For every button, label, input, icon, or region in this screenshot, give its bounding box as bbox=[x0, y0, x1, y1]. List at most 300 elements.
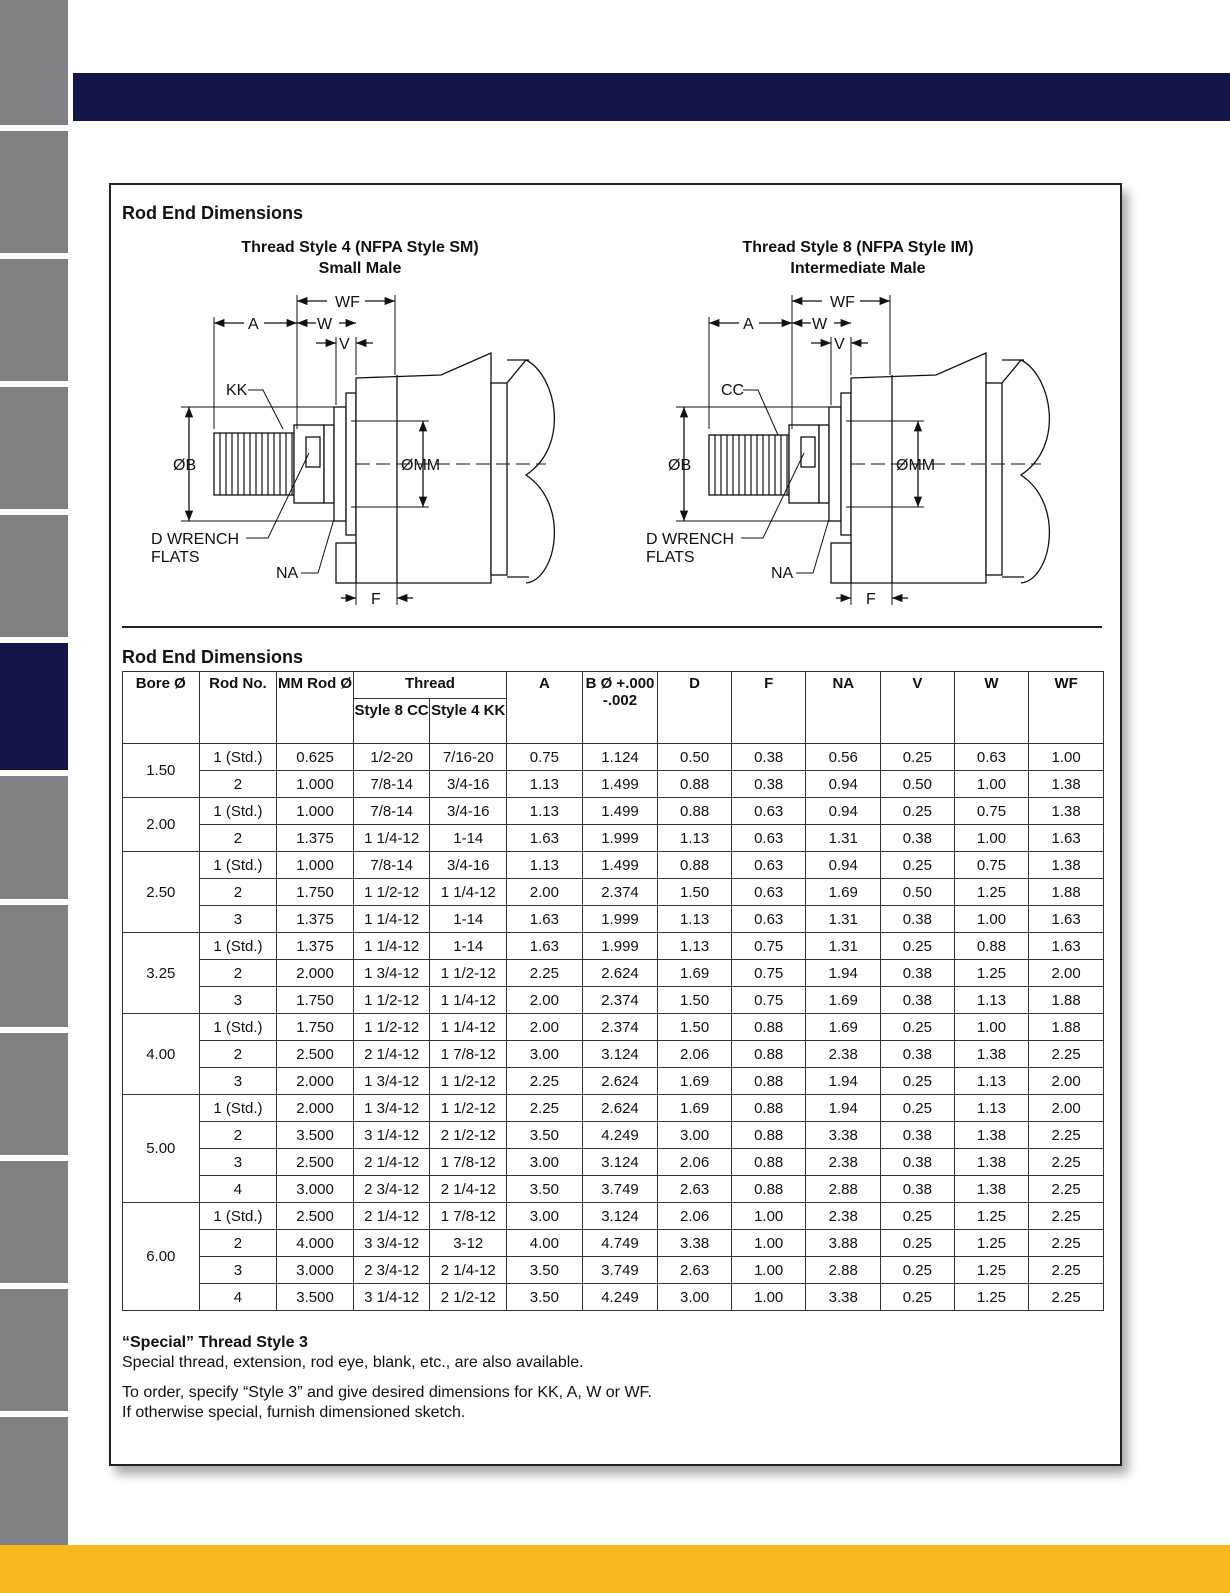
cell-f: 0.75 bbox=[731, 987, 806, 1014]
cell-mm: 1.000 bbox=[277, 798, 354, 825]
notes-line-1: Special thread, extension, rod eye, blank, etc., are also available. bbox=[122, 1354, 584, 1371]
cell-v: 0.38 bbox=[881, 1041, 955, 1068]
table-row bbox=[123, 771, 1104, 798]
cell-kk: 2 1/2-12 bbox=[430, 1122, 507, 1149]
cell-v: 0.38 bbox=[881, 1122, 955, 1149]
table-row bbox=[123, 879, 1104, 906]
cell-wf: 1.88 bbox=[1029, 987, 1104, 1014]
table-row bbox=[123, 1041, 1104, 1068]
left-label-bore: ØB bbox=[173, 457, 197, 474]
cell-na: 2.88 bbox=[806, 1176, 881, 1203]
table-row bbox=[123, 825, 1104, 852]
cell-a: 2.00 bbox=[507, 1014, 583, 1041]
right-label-flats: FLATS bbox=[646, 549, 695, 566]
cell-na: 1.31 bbox=[806, 906, 881, 933]
cell-b: 2.624 bbox=[582, 1095, 658, 1122]
cell-b: 1.124 bbox=[582, 744, 658, 771]
col-thread: Thread bbox=[353, 672, 506, 699]
side-tab-3[interactable] bbox=[0, 259, 68, 381]
cell-a: 2.25 bbox=[507, 1068, 583, 1095]
cell-a: 1.63 bbox=[507, 906, 583, 933]
table-row bbox=[123, 1230, 1104, 1257]
right-label-w: W bbox=[812, 316, 828, 333]
cell-kk: 1 1/4-12 bbox=[430, 879, 507, 906]
cell-cc: 1/2-20 bbox=[353, 744, 430, 771]
cell-rod: 3 bbox=[199, 906, 277, 933]
cell-na: 0.94 bbox=[806, 852, 881, 879]
cell-v: 0.25 bbox=[881, 798, 955, 825]
cell-f: 0.88 bbox=[731, 1041, 806, 1068]
cell-na: 0.94 bbox=[806, 771, 881, 798]
cell-a: 4.00 bbox=[507, 1230, 583, 1257]
cell-kk: 1 1/2-12 bbox=[430, 1095, 507, 1122]
cell-kk: 2 1/4-12 bbox=[430, 1257, 507, 1284]
cell-na: 1.69 bbox=[806, 987, 881, 1014]
cell-cc: 3 1/4-12 bbox=[353, 1122, 430, 1149]
cell-rod: 2 bbox=[199, 771, 277, 798]
cell-cc: 3 3/4-12 bbox=[353, 1230, 430, 1257]
cell-kk: 1 1/2-12 bbox=[430, 1068, 507, 1095]
cell-cc: 1 1/4-12 bbox=[353, 906, 430, 933]
side-tab-12[interactable] bbox=[0, 1417, 68, 1545]
cell-b: 1.499 bbox=[582, 798, 658, 825]
cell-v: 0.38 bbox=[881, 825, 955, 852]
cell-rod: 2 bbox=[199, 1230, 277, 1257]
cell-kk: 3/4-16 bbox=[430, 798, 507, 825]
col-w: W bbox=[954, 672, 1029, 744]
cell-b: 4.249 bbox=[582, 1122, 658, 1149]
left-label-wrench: D WRENCH bbox=[151, 531, 239, 548]
side-tab-1[interactable] bbox=[0, 0, 68, 125]
side-tab-strip bbox=[0, 0, 68, 1593]
footer-bar bbox=[0, 1545, 1230, 1593]
cell-w: 1.25 bbox=[954, 879, 1029, 906]
cell-kk: 1 1/4-12 bbox=[430, 1014, 507, 1041]
cell-na: 1.94 bbox=[806, 960, 881, 987]
right-label-v: V bbox=[834, 336, 845, 353]
cell-w: 1.38 bbox=[954, 1149, 1029, 1176]
cell-a: 1.13 bbox=[507, 771, 583, 798]
cell-mm: 2.500 bbox=[277, 1203, 354, 1230]
col-a: A bbox=[507, 672, 583, 744]
cell-kk: 1 7/8-12 bbox=[430, 1203, 507, 1230]
cell-rod: 1 (Std.) bbox=[199, 933, 277, 960]
right-label-a: A bbox=[743, 316, 754, 333]
side-tab-11[interactable] bbox=[0, 1289, 68, 1411]
cell-a: 2.00 bbox=[507, 879, 583, 906]
left-label-mm: ØMM bbox=[401, 457, 441, 474]
table-row bbox=[123, 1068, 1104, 1095]
cell-wf: 1.00 bbox=[1029, 744, 1104, 771]
cell-b: 2.374 bbox=[582, 987, 658, 1014]
cell-kk: 3/4-16 bbox=[430, 771, 507, 798]
cell-na: 1.69 bbox=[806, 879, 881, 906]
cell-wf: 2.00 bbox=[1029, 1068, 1104, 1095]
cell-b: 2.374 bbox=[582, 1014, 658, 1041]
cell-w: 1.25 bbox=[954, 1284, 1029, 1311]
right-diagram-subtitle: Intermediate Male bbox=[790, 260, 926, 277]
right-label-bore: ØB bbox=[668, 457, 692, 474]
cell-f: 0.38 bbox=[731, 771, 806, 798]
cell-mm: 3.000 bbox=[277, 1257, 354, 1284]
cell-rod: 3 bbox=[199, 1257, 277, 1284]
cell-rod: 4 bbox=[199, 1176, 277, 1203]
side-tab-5[interactable] bbox=[0, 515, 68, 637]
right-diagram bbox=[676, 295, 1049, 605]
cell-w: 0.63 bbox=[954, 744, 1029, 771]
cell-v: 0.25 bbox=[881, 852, 955, 879]
cell-f: 0.88 bbox=[731, 1149, 806, 1176]
table-row bbox=[123, 960, 1104, 987]
cell-b: 1.999 bbox=[582, 825, 658, 852]
cell-mm: 1.750 bbox=[277, 879, 354, 906]
cell-f: 1.00 bbox=[731, 1230, 806, 1257]
cell-rod: 2 bbox=[199, 825, 277, 852]
cell-rod: 1 (Std.) bbox=[199, 1014, 277, 1041]
cell-v: 0.38 bbox=[881, 987, 955, 1014]
col-mm: MM Rod Ø bbox=[277, 672, 354, 744]
special-thread-notes bbox=[122, 1333, 652, 1423]
col-style4-kk: Style 4 KK bbox=[430, 699, 507, 744]
cell-a: 3.00 bbox=[507, 1149, 583, 1176]
bore-cell: 2.50 bbox=[123, 852, 200, 933]
cell-f: 0.63 bbox=[731, 879, 806, 906]
cell-d: 3.00 bbox=[658, 1284, 732, 1311]
cell-d: 2.06 bbox=[658, 1149, 732, 1176]
cell-d: 1.13 bbox=[658, 825, 732, 852]
cell-mm: 1.375 bbox=[277, 933, 354, 960]
cell-w: 1.13 bbox=[954, 1068, 1029, 1095]
cell-a: 1.13 bbox=[507, 852, 583, 879]
cell-mm: 1.375 bbox=[277, 906, 354, 933]
left-label-flats: FLATS bbox=[151, 549, 200, 566]
cell-rod: 1 (Std.) bbox=[199, 1203, 277, 1230]
cell-cc: 7/8-14 bbox=[353, 852, 430, 879]
cell-v: 0.50 bbox=[881, 771, 955, 798]
cell-rod: 3 bbox=[199, 1068, 277, 1095]
cell-d: 1.50 bbox=[658, 1014, 732, 1041]
cell-rod: 1 (Std.) bbox=[199, 852, 277, 879]
cell-cc: 1 3/4-12 bbox=[353, 1068, 430, 1095]
cell-mm: 3.500 bbox=[277, 1284, 354, 1311]
left-label-v: V bbox=[339, 336, 350, 353]
cell-w: 1.38 bbox=[954, 1176, 1029, 1203]
table-row bbox=[123, 1095, 1104, 1122]
side-tab-2[interactable] bbox=[0, 131, 68, 253]
cell-a: 3.00 bbox=[507, 1041, 583, 1068]
notes-title: “Special” Thread Style 3 bbox=[122, 1334, 308, 1351]
cell-kk: 2 1/4-12 bbox=[430, 1176, 507, 1203]
cell-v: 0.38 bbox=[881, 960, 955, 987]
cell-f: 0.63 bbox=[731, 852, 806, 879]
cell-na: 2.88 bbox=[806, 1257, 881, 1284]
cell-wf: 2.25 bbox=[1029, 1122, 1104, 1149]
cell-v: 0.25 bbox=[881, 1095, 955, 1122]
rod-end-panel bbox=[109, 183, 1122, 1466]
cell-kk: 3-12 bbox=[430, 1230, 507, 1257]
cell-cc: 7/8-14 bbox=[353, 798, 430, 825]
cell-w: 1.25 bbox=[954, 1257, 1029, 1284]
cell-w: 1.00 bbox=[954, 906, 1029, 933]
cell-cc: 1 1/4-12 bbox=[353, 933, 430, 960]
cell-d: 0.88 bbox=[658, 771, 732, 798]
cell-a: 2.00 bbox=[507, 987, 583, 1014]
cell-a: 2.25 bbox=[507, 1095, 583, 1122]
cell-cc: 1 1/2-12 bbox=[353, 1014, 430, 1041]
col-wf: WF bbox=[1029, 672, 1104, 744]
cell-kk: 2 1/2-12 bbox=[430, 1284, 507, 1311]
cell-a: 3.50 bbox=[507, 1257, 583, 1284]
cell-v: 0.25 bbox=[881, 933, 955, 960]
cell-a: 0.75 bbox=[507, 744, 583, 771]
table-row bbox=[123, 1122, 1104, 1149]
cell-w: 0.75 bbox=[954, 798, 1029, 825]
cell-wf: 2.00 bbox=[1029, 960, 1104, 987]
cell-f: 0.75 bbox=[731, 933, 806, 960]
cell-b: 1.499 bbox=[582, 771, 658, 798]
left-gland bbox=[334, 407, 346, 521]
cell-cc: 1 1/2-12 bbox=[353, 879, 430, 906]
cell-a: 2.25 bbox=[507, 960, 583, 987]
right-diagram-title: Thread Style 8 (NFPA Style IM) bbox=[742, 239, 974, 256]
cell-w: 1.13 bbox=[954, 987, 1029, 1014]
cell-wf: 2.25 bbox=[1029, 1041, 1104, 1068]
table-row bbox=[123, 798, 1104, 825]
cell-kk: 1 1/4-12 bbox=[430, 987, 507, 1014]
right-label-f: F bbox=[866, 591, 876, 608]
cell-f: 0.63 bbox=[731, 906, 806, 933]
right-label-wrench: D WRENCH bbox=[646, 531, 734, 548]
right-rod bbox=[819, 425, 829, 503]
side-tab-9[interactable] bbox=[0, 1033, 68, 1155]
cell-w: 1.25 bbox=[954, 960, 1029, 987]
cell-rod: 1 (Std.) bbox=[199, 798, 277, 825]
cell-kk: 1 7/8-12 bbox=[430, 1041, 507, 1068]
cell-b: 2.374 bbox=[582, 879, 658, 906]
cell-b: 3.124 bbox=[582, 1041, 658, 1068]
cell-w: 1.00 bbox=[954, 825, 1029, 852]
cell-d: 2.06 bbox=[658, 1203, 732, 1230]
col-b: B Ø +.000 -.002 bbox=[582, 672, 658, 744]
cell-rod: 2 bbox=[199, 879, 277, 906]
bore-cell: 2.00 bbox=[123, 798, 200, 852]
cell-cc: 1 1/2-12 bbox=[353, 987, 430, 1014]
table-row bbox=[123, 1176, 1104, 1203]
cell-v: 0.25 bbox=[881, 1257, 955, 1284]
cell-mm: 2.000 bbox=[277, 960, 354, 987]
cell-f: 0.75 bbox=[731, 960, 806, 987]
cell-w: 1.38 bbox=[954, 1122, 1029, 1149]
cell-rod: 4 bbox=[199, 1284, 277, 1311]
right-label-na: NA bbox=[771, 565, 794, 582]
cell-mm: 2.500 bbox=[277, 1149, 354, 1176]
cell-rod: 2 bbox=[199, 1041, 277, 1068]
cell-cc: 2 1/4-12 bbox=[353, 1149, 430, 1176]
cell-b: 3.124 bbox=[582, 1203, 658, 1230]
cell-d: 1.69 bbox=[658, 1095, 732, 1122]
cell-cc: 2 1/4-12 bbox=[353, 1203, 430, 1230]
cell-f: 1.00 bbox=[731, 1203, 806, 1230]
left-label-f: F bbox=[371, 591, 381, 608]
cell-f: 0.88 bbox=[731, 1122, 806, 1149]
cell-kk: 1-14 bbox=[430, 825, 507, 852]
cell-mm: 2.000 bbox=[277, 1095, 354, 1122]
cell-v: 0.38 bbox=[881, 906, 955, 933]
section-title: Rod End Dimensions bbox=[122, 203, 304, 223]
cell-a: 3.00 bbox=[507, 1203, 583, 1230]
cell-cc: 1 3/4-12 bbox=[353, 1095, 430, 1122]
cell-na: 3.38 bbox=[806, 1284, 881, 1311]
cell-kk: 3/4-16 bbox=[430, 852, 507, 879]
cell-cc: 2 3/4-12 bbox=[353, 1257, 430, 1284]
cell-w: 1.13 bbox=[954, 1095, 1029, 1122]
table-row bbox=[123, 1284, 1104, 1311]
cell-v: 0.50 bbox=[881, 879, 955, 906]
cell-d: 1.50 bbox=[658, 987, 732, 1014]
cell-mm: 1.000 bbox=[277, 771, 354, 798]
cell-f: 0.88 bbox=[731, 1068, 806, 1095]
right-label-wf: WF bbox=[830, 294, 855, 311]
cell-d: 1.13 bbox=[658, 933, 732, 960]
table-row bbox=[123, 1014, 1104, 1041]
cell-b: 3.749 bbox=[582, 1257, 658, 1284]
cell-na: 1.31 bbox=[806, 933, 881, 960]
left-diagram-title: Thread Style 4 (NFPA Style SM) bbox=[241, 239, 479, 256]
left-label-w: W bbox=[317, 316, 333, 333]
left-label-kk: KK bbox=[226, 382, 248, 399]
side-tab-6-active[interactable] bbox=[0, 643, 68, 770]
side-tab-7[interactable] bbox=[0, 776, 68, 899]
cell-a: 3.50 bbox=[507, 1122, 583, 1149]
cell-wf: 2.00 bbox=[1029, 1095, 1104, 1122]
left-label-wf: WF bbox=[335, 294, 360, 311]
cell-kk: 1-14 bbox=[430, 933, 507, 960]
cell-d: 2.63 bbox=[658, 1176, 732, 1203]
cell-w: 1.38 bbox=[954, 1041, 1029, 1068]
table-row bbox=[123, 1149, 1104, 1176]
cell-v: 0.25 bbox=[881, 1284, 955, 1311]
cell-f: 1.00 bbox=[731, 1284, 806, 1311]
cell-na: 3.88 bbox=[806, 1230, 881, 1257]
right-gland bbox=[829, 407, 841, 521]
table-row bbox=[123, 906, 1104, 933]
cell-f: 0.88 bbox=[731, 1095, 806, 1122]
side-tab-4[interactable] bbox=[0, 387, 68, 509]
left-label-na: NA bbox=[276, 565, 299, 582]
table-row bbox=[123, 852, 1104, 879]
cell-a: 1.13 bbox=[507, 798, 583, 825]
cell-mm: 2.000 bbox=[277, 1068, 354, 1095]
cell-a: 1.63 bbox=[507, 825, 583, 852]
cell-cc: 1 1/4-12 bbox=[353, 825, 430, 852]
left-rod bbox=[324, 425, 334, 503]
cell-v: 0.38 bbox=[881, 1149, 955, 1176]
cell-mm: 3.500 bbox=[277, 1122, 354, 1149]
cell-mm: 1.750 bbox=[277, 1014, 354, 1041]
left-diagram-subtitle: Small Male bbox=[318, 260, 402, 277]
col-bore: Bore Ø bbox=[123, 672, 200, 744]
cell-mm: 0.625 bbox=[277, 744, 354, 771]
cell-kk: 1 1/2-12 bbox=[430, 960, 507, 987]
cell-cc: 1 3/4-12 bbox=[353, 960, 430, 987]
cell-rod: 3 bbox=[199, 987, 277, 1014]
cell-f: 1.00 bbox=[731, 1257, 806, 1284]
cell-na: 2.38 bbox=[806, 1041, 881, 1068]
col-d: D bbox=[658, 672, 732, 744]
cell-f: 0.88 bbox=[731, 1014, 806, 1041]
cell-wf: 1.88 bbox=[1029, 1014, 1104, 1041]
cell-d: 2.06 bbox=[658, 1041, 732, 1068]
cell-na: 1.94 bbox=[806, 1068, 881, 1095]
cell-rod: 2 bbox=[199, 960, 277, 987]
cell-a: 3.50 bbox=[507, 1176, 583, 1203]
table-row bbox=[123, 933, 1104, 960]
cell-cc: 2 1/4-12 bbox=[353, 1041, 430, 1068]
cell-wf: 1.38 bbox=[1029, 771, 1104, 798]
cell-na: 0.56 bbox=[806, 744, 881, 771]
cell-mm: 2.500 bbox=[277, 1041, 354, 1068]
cell-v: 0.25 bbox=[881, 744, 955, 771]
bore-cell: 4.00 bbox=[123, 1014, 200, 1095]
cell-w: 1.00 bbox=[954, 771, 1029, 798]
cell-kk: 7/16-20 bbox=[430, 744, 507, 771]
cell-wf: 2.25 bbox=[1029, 1149, 1104, 1176]
table-title: Rod End Dimensions bbox=[122, 647, 304, 667]
cell-na: 2.38 bbox=[806, 1203, 881, 1230]
cell-mm: 3.000 bbox=[277, 1176, 354, 1203]
cell-mm: 1.375 bbox=[277, 825, 354, 852]
cell-b: 3.749 bbox=[582, 1176, 658, 1203]
cell-na: 3.38 bbox=[806, 1122, 881, 1149]
table-row bbox=[123, 744, 1104, 771]
cell-kk: 1 7/8-12 bbox=[430, 1149, 507, 1176]
cell-d: 3.00 bbox=[658, 1122, 732, 1149]
cell-a: 3.50 bbox=[507, 1284, 583, 1311]
table-body bbox=[123, 744, 1104, 1311]
cell-w: 1.00 bbox=[954, 1014, 1029, 1041]
side-tab-8[interactable] bbox=[0, 905, 68, 1027]
cell-wf: 1.63 bbox=[1029, 825, 1104, 852]
cell-mm: 1.000 bbox=[277, 852, 354, 879]
cell-b: 2.624 bbox=[582, 960, 658, 987]
cell-v: 0.25 bbox=[881, 1014, 955, 1041]
cell-d: 0.50 bbox=[658, 744, 732, 771]
cell-cc: 3 1/4-12 bbox=[353, 1284, 430, 1311]
cell-v: 0.25 bbox=[881, 1230, 955, 1257]
cell-w: 0.88 bbox=[954, 933, 1029, 960]
bore-cell: 1.50 bbox=[123, 744, 200, 798]
cell-d: 0.88 bbox=[658, 852, 732, 879]
cell-w: 1.25 bbox=[954, 1203, 1029, 1230]
cell-b: 1.999 bbox=[582, 906, 658, 933]
table-row bbox=[123, 1257, 1104, 1284]
cell-d: 3.38 bbox=[658, 1230, 732, 1257]
cell-wf: 1.88 bbox=[1029, 879, 1104, 906]
cell-v: 0.25 bbox=[881, 1068, 955, 1095]
col-na: NA bbox=[806, 672, 881, 744]
bore-cell: 6.00 bbox=[123, 1203, 200, 1311]
col-style8-cc: Style 8 CC bbox=[353, 699, 430, 744]
cell-w: 1.25 bbox=[954, 1230, 1029, 1257]
col-v: V bbox=[881, 672, 955, 744]
side-tab-10[interactable] bbox=[0, 1161, 68, 1283]
notes-line-3: If otherwise special, furnish dimensioned sketch. bbox=[122, 1404, 466, 1421]
cell-b: 1.499 bbox=[582, 852, 658, 879]
cell-wf: 1.38 bbox=[1029, 852, 1104, 879]
cell-kk: 1-14 bbox=[430, 906, 507, 933]
cell-d: 1.69 bbox=[658, 960, 732, 987]
cell-rod: 3 bbox=[199, 1149, 277, 1176]
